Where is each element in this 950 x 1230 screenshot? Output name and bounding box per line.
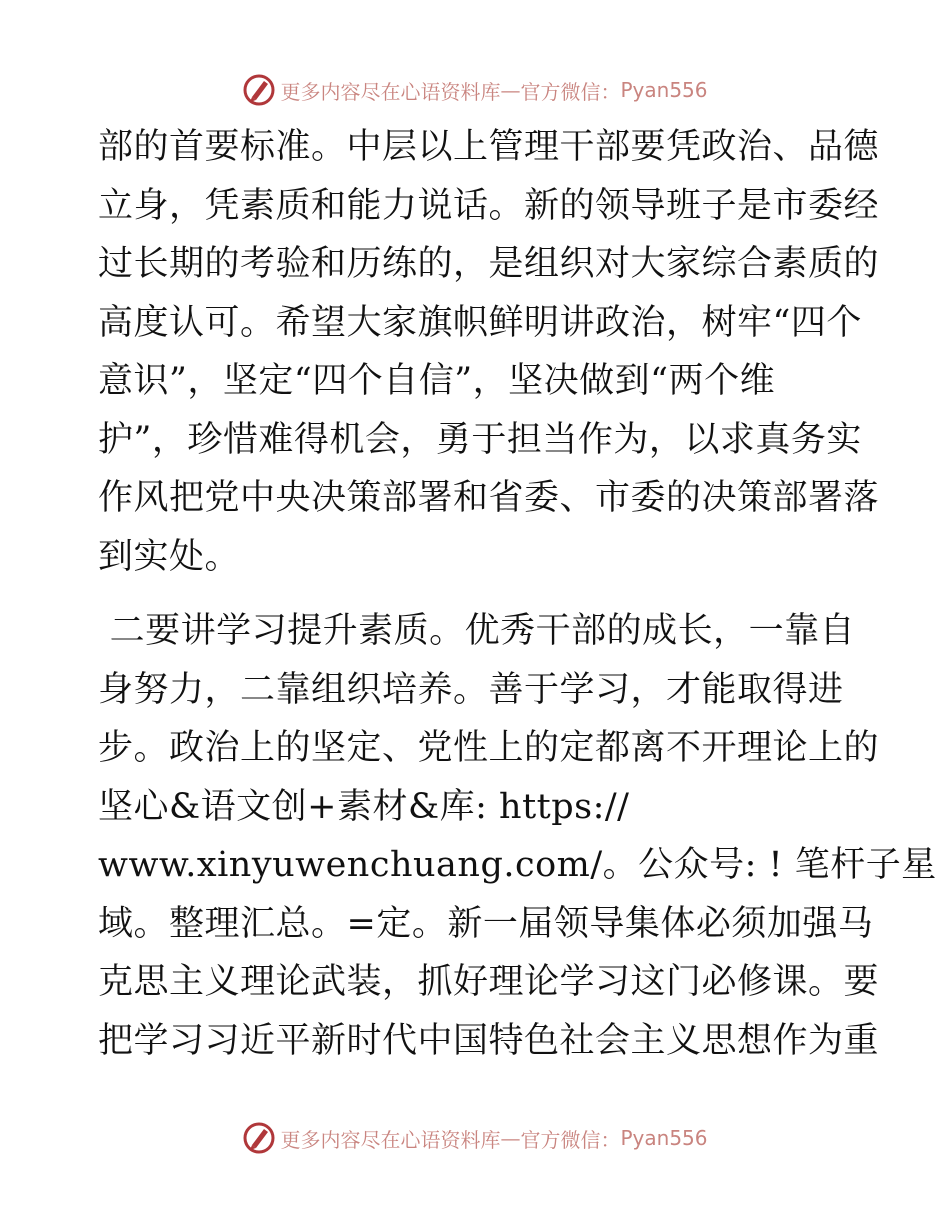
header-banner bbox=[0, 70, 950, 110]
footer-wechat-label: 官方微信： bbox=[520, 1127, 621, 1152]
text-line: 坚心&语文创+素材&库: https:// bbox=[98, 786, 630, 827]
header-wechat-id: Pyan556 bbox=[620, 78, 708, 102]
paragraph-2 bbox=[98, 602, 937, 1070]
text-line: 把学习习近平新时代中国特色社会主义思想作为重 bbox=[98, 1020, 880, 1061]
header-dash: — bbox=[500, 78, 521, 102]
text-line: 克思主义理论武装，抓好理论学习这门必修课。要 bbox=[98, 962, 880, 1002]
text-line: 身努力，二靠组织培养。善于学习，才能取得进 bbox=[98, 669, 844, 710]
footer-banner bbox=[0, 1118, 950, 1158]
footer-dash: — bbox=[500, 1126, 521, 1150]
pen-logo-icon bbox=[242, 73, 276, 107]
text-line: 过长期的考验和历练的，是组织对大家综合素质的 bbox=[98, 244, 880, 284]
footer-wechat-id: Pyan556 bbox=[620, 1126, 708, 1150]
text-line: 步。政治上的坚定、党性上的定都离不开理论上的 bbox=[98, 728, 880, 768]
text-line: 到实处。 bbox=[98, 536, 241, 577]
text-line: 高度认可。希望大家旗帜鲜明讲政治，树牢“四个 bbox=[98, 302, 862, 343]
paragraph-1 bbox=[98, 118, 880, 586]
footer-site-text: 更多内容尽在心语资料库 bbox=[280, 1127, 501, 1152]
text-line: 作风把党中央决策部署和省委、市委的决策部署落 bbox=[98, 478, 880, 518]
text-line: 二要讲学习提升素质。优秀干部的成长，一靠自 bbox=[98, 611, 856, 651]
pen-logo-icon bbox=[242, 1121, 276, 1155]
text-line: 域。整理汇总。=定。新一届领导集体必须加强马 bbox=[98, 903, 874, 944]
text-line: 意识”，坚定“四个自信”，坚决做到“两个维 bbox=[98, 361, 776, 401]
document-body bbox=[98, 118, 937, 1070]
header-site-text: 更多内容尽在心语资料库 bbox=[280, 79, 501, 104]
text-line: 立身，凭素质和能力说话。新的领导班子是市委经 bbox=[98, 185, 880, 226]
text-line: 部的首要标准。中层以上管理干部要凭政治、品德 bbox=[98, 127, 880, 167]
text-line: 护”，珍惜难得机会，勇于担当作为，以求真务实 bbox=[98, 419, 862, 460]
header-wechat-label: 官方微信： bbox=[520, 79, 621, 104]
text-line: www.xinyuwenchuang.com/。公众号: ! 笔杆子星 bbox=[98, 845, 937, 885]
